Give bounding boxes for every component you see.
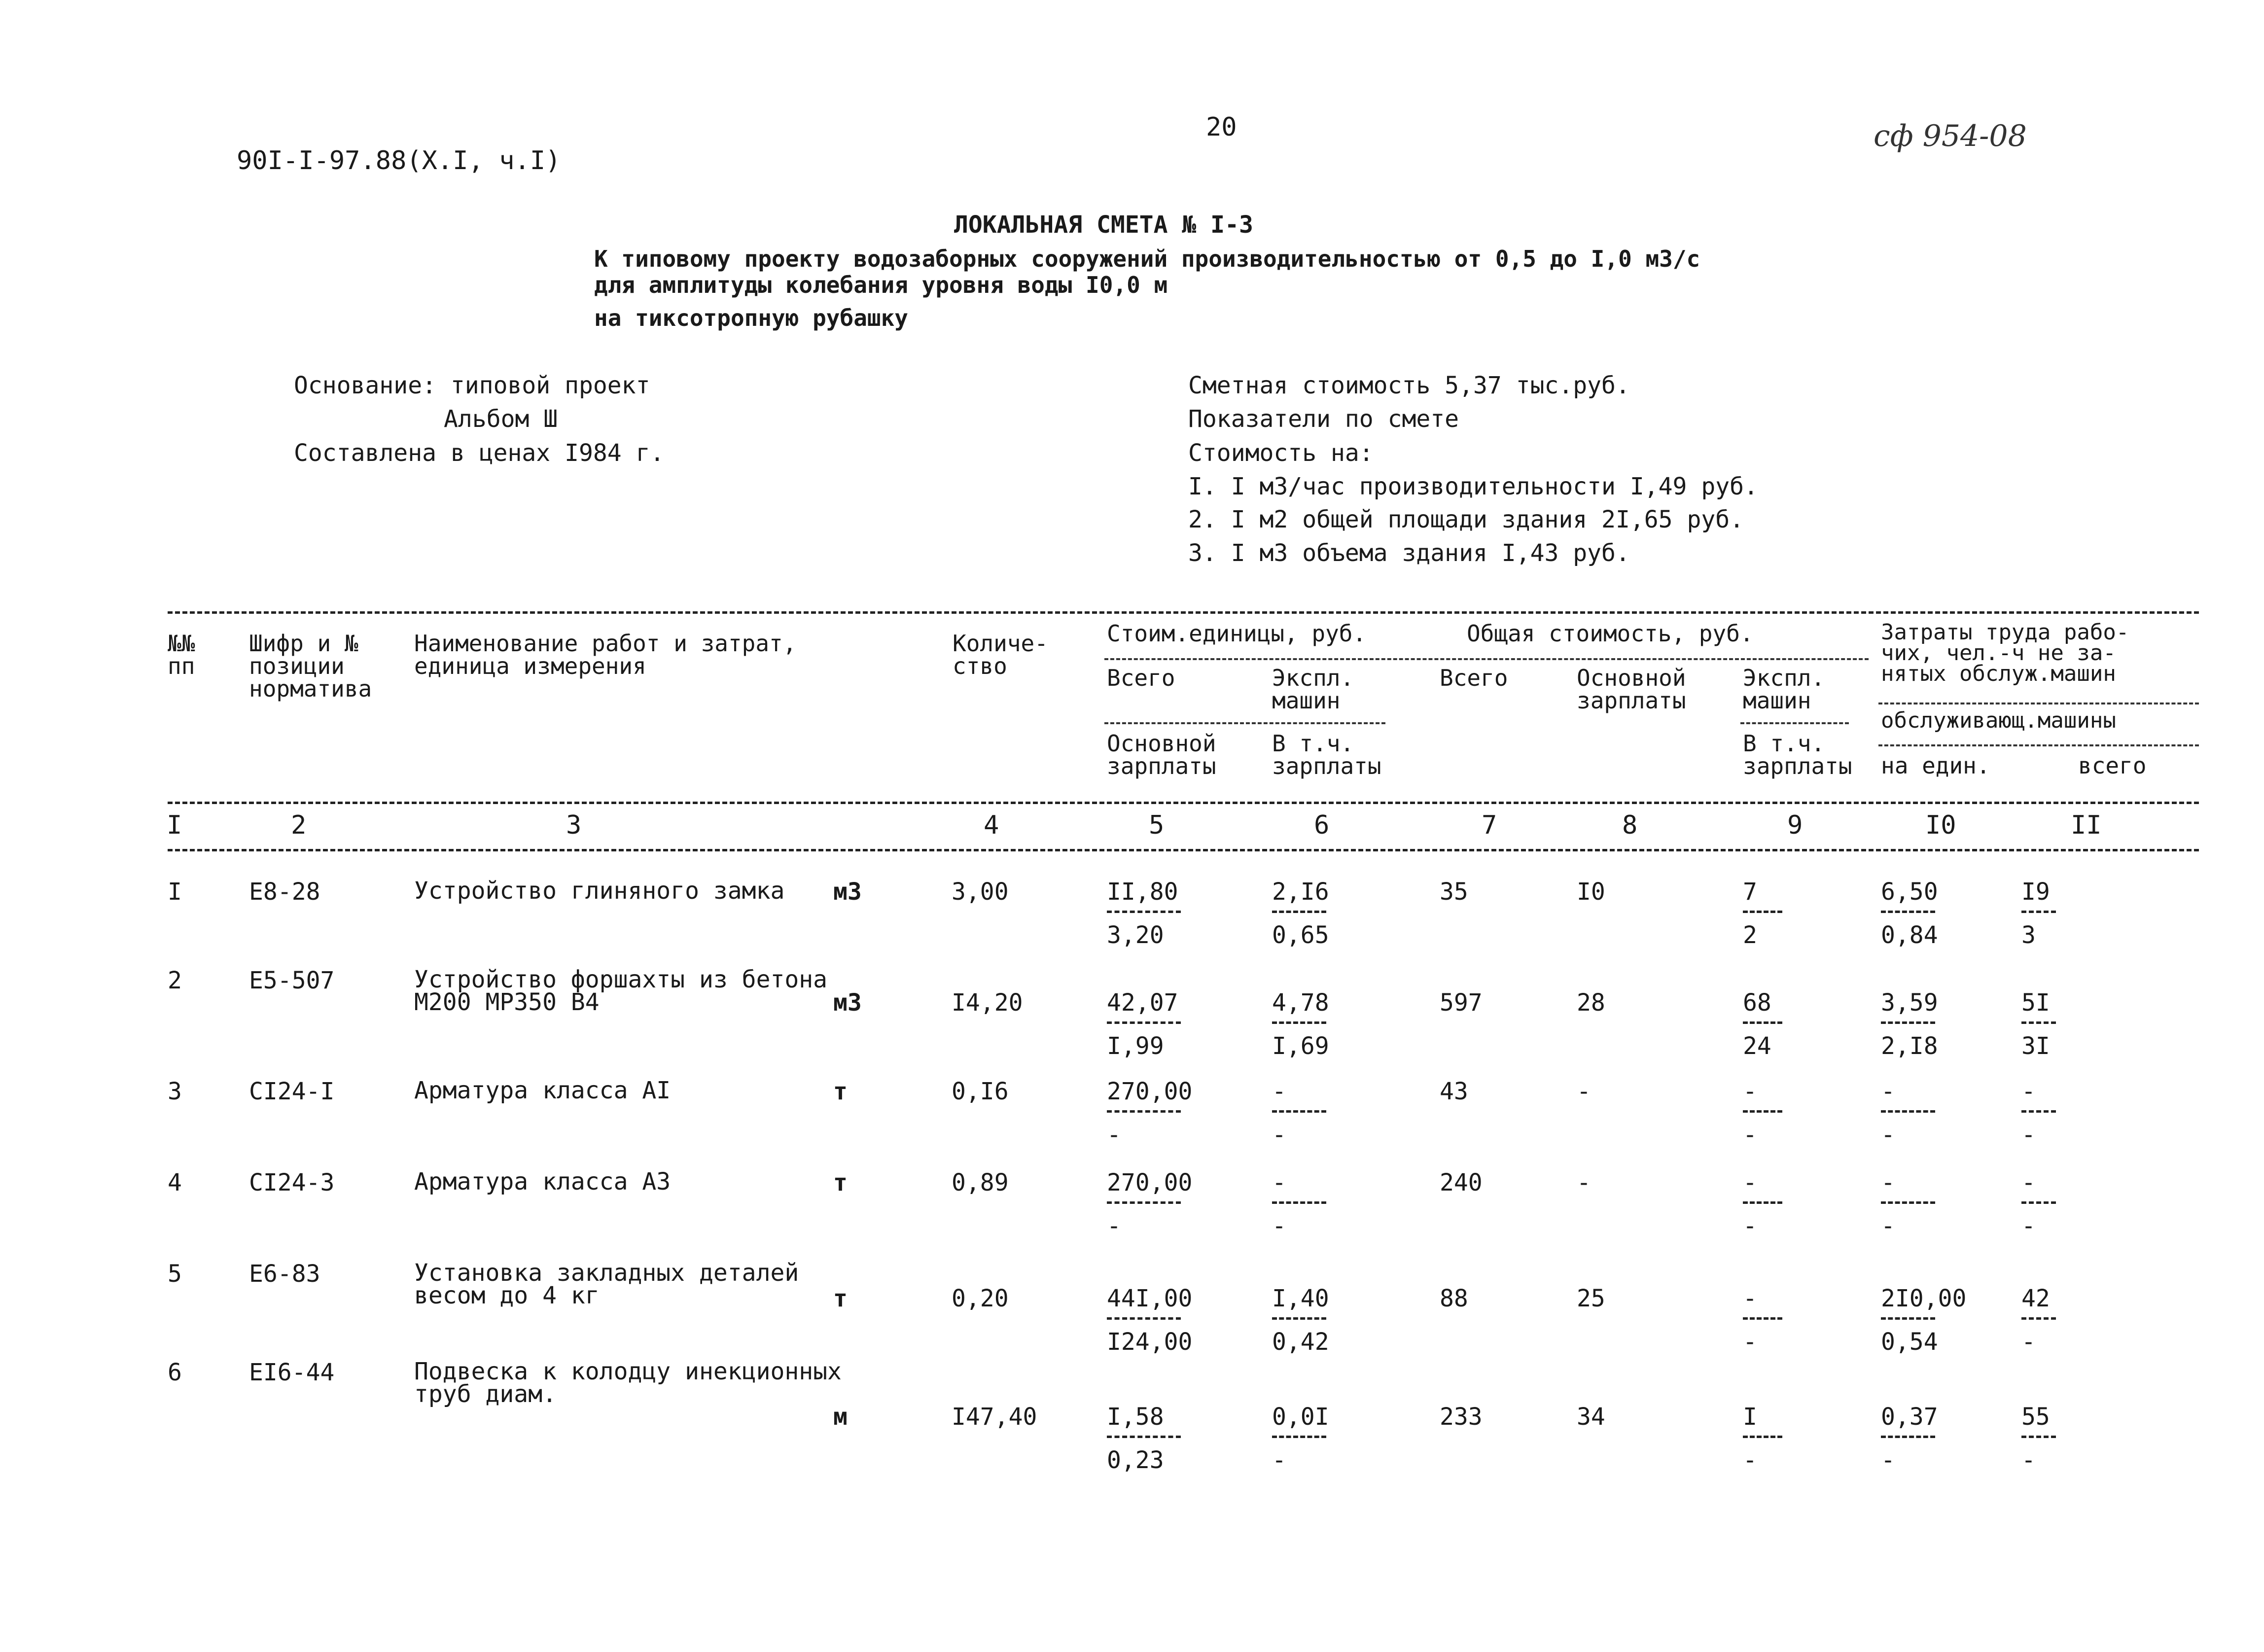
header-labor: Затраты труда рабо- чих, чел.-ч не за- нятых обслуж.машин	[1881, 620, 2129, 686]
fraction-rule	[1272, 1021, 1326, 1024]
row-total-wage: -	[1577, 1169, 1591, 1196]
row-labor-per-unit: -	[1881, 1078, 1895, 1105]
row-name: Арматура класса АI	[414, 1077, 671, 1104]
row-unit-incl-wage: -	[1272, 1446, 1286, 1474]
row-total-machines: 68	[1743, 989, 1771, 1017]
row-total-wage: 25	[1577, 1285, 1605, 1312]
row-number: 6	[168, 1359, 182, 1386]
fraction-rule	[1107, 911, 1181, 913]
column-number: 3	[566, 810, 582, 840]
row-number: 5	[168, 1260, 182, 1288]
row-unit-wage: -	[1107, 1121, 1121, 1149]
header-labor-total: всего	[2078, 752, 2147, 779]
row-total-machines: -	[1743, 1169, 1757, 1196]
fraction-rule	[2021, 1436, 2056, 1438]
estimate-title: ЛОКАЛЬНАЯ СМЕТА № I-3	[954, 211, 1253, 239]
estimate-line-3: Стоимость на:	[1188, 439, 1374, 467]
header-unit-total: Всего	[1107, 665, 1175, 691]
row-total-incl-wage: -	[1743, 1446, 1757, 1474]
row-unit-total: 270,00	[1107, 1169, 1193, 1196]
estimate-line-4: I. I м3/час производительности I,49 руб.	[1188, 473, 1758, 500]
column-number: I	[167, 810, 182, 840]
row-labor-machines-per-unit: -	[1881, 1121, 1895, 1149]
fraction-rule	[1107, 1201, 1181, 1204]
row-name: Арматура класса А3	[414, 1168, 671, 1195]
row-unit: т	[833, 1285, 848, 1312]
subtitle-line-3: на тиксотропную рубашку	[594, 305, 908, 331]
row-total-wage: -	[1577, 1078, 1591, 1105]
row-total-all: 240	[1440, 1169, 1483, 1196]
header-bottom-rule	[168, 802, 2199, 804]
row-unit-wage: I24,00	[1107, 1328, 1193, 1356]
row-quantity: 3,00	[952, 878, 1009, 906]
unit-sub-rule	[1104, 722, 1385, 724]
subtitle-line-2: для амплитуды колебания уровня воды I0,0 м	[594, 272, 1168, 298]
basis-line-2: Альбом Ш	[444, 405, 558, 433]
row-total-wage: 28	[1577, 989, 1605, 1017]
unit-cost-rule	[1104, 658, 1869, 660]
header-total-all: Всего	[1440, 665, 1508, 691]
header-col-name: Наименование работ и затрат, единица измерения	[414, 630, 797, 679]
row-code: ЕI6-44	[249, 1359, 335, 1386]
row-labor-machines-per-unit: -	[1881, 1446, 1895, 1474]
row-unit: м3	[833, 989, 862, 1017]
row-unit-machines: 2,I6	[1272, 878, 1329, 906]
header-col-code: Шифр и № позиции норматива	[249, 630, 372, 702]
page-number: 20	[1206, 112, 1237, 142]
row-quantity: I4,20	[952, 989, 1023, 1017]
row-quantity: 0,89	[952, 1169, 1009, 1196]
row-name: Подвеска к колодцу инекционных труб диам.	[414, 1358, 842, 1408]
header-total-machines: Экспл. машин	[1743, 665, 1825, 714]
row-number: 3	[168, 1078, 182, 1105]
column-number: 9	[1787, 810, 1803, 840]
fraction-rule	[1272, 1110, 1326, 1113]
row-total-machines: -	[1743, 1078, 1757, 1105]
header-unit-incl-wage: В т.ч. зарплаты	[1272, 730, 1381, 779]
row-total-incl-wage: -	[1743, 1212, 1757, 1240]
header-col-number: №№ пп	[168, 630, 195, 679]
header-labor-per-unit: на един.	[1881, 752, 1990, 779]
fraction-rule	[2021, 1201, 2056, 1204]
row-labor-machines-per-unit: 0,84	[1881, 921, 1938, 949]
row-unit-total: 42,07	[1107, 989, 1178, 1017]
row-unit-incl-wage: -	[1272, 1121, 1286, 1149]
header-labor-machines: обслуживающ.машины	[1881, 708, 2116, 733]
row-total-all: 88	[1440, 1285, 1468, 1312]
row-labor-per-unit: 3,59	[1881, 989, 1938, 1017]
row-unit-machines: -	[1272, 1169, 1286, 1196]
document-code: 90I-I-97.88(X.I, ч.I)	[237, 146, 561, 176]
labor-rule-1	[1878, 703, 2199, 704]
row-code: СI24-3	[249, 1169, 335, 1196]
row-total-incl-wage: -	[1743, 1328, 1757, 1356]
estimate-line-1: Сметная стоимость 5,37 тыс.руб.	[1188, 372, 1630, 399]
column-number: 5	[1149, 810, 1165, 840]
row-labor-machines-per-unit: 0,54	[1881, 1328, 1938, 1356]
row-labor-total: -	[2021, 1078, 2036, 1105]
column-number: 6	[1314, 810, 1330, 840]
row-number: I	[168, 878, 182, 906]
row-labor-machines-total: 3	[2021, 921, 2036, 949]
subtitle-line-1: К типовому проекту водозаборных сооружений производительностью от 0,5 до I,0 м3/с	[594, 246, 1700, 272]
row-unit-machines: -	[1272, 1078, 1286, 1105]
basis-line-3: Составлена в ценах I984 г.	[294, 439, 665, 467]
estimate-line-2: Показатели по смете	[1188, 405, 1459, 433]
basis-line-1: Основание: типовой проект	[294, 372, 650, 399]
estimate-line-5: 2. I м2 общей площади здания 2I,65 руб.	[1188, 506, 1744, 533]
row-quantity: 0,20	[952, 1285, 1009, 1312]
row-unit-machines: 4,78	[1272, 989, 1329, 1017]
header-unit-cost: Стоим.единицы, руб.	[1107, 620, 1367, 647]
row-unit-machines: I,40	[1272, 1285, 1329, 1312]
row-total-all: 233	[1440, 1403, 1483, 1431]
row-labor-machines-per-unit: -	[1881, 1212, 1895, 1240]
header-total-wage: Основной зарплаты	[1577, 665, 1686, 714]
column-number: 8	[1622, 810, 1638, 840]
column-number: 4	[984, 810, 999, 840]
row-unit-total: I,58	[1107, 1403, 1164, 1431]
row-total-all: 35	[1440, 878, 1468, 906]
fraction-rule	[1743, 1110, 1782, 1113]
row-labor-per-unit: 0,37	[1881, 1403, 1938, 1431]
fraction-rule	[1881, 911, 1935, 913]
labor-rule-2	[1878, 744, 2199, 746]
table-top-rule	[168, 611, 2199, 614]
row-unit-incl-wage: -	[1272, 1212, 1286, 1240]
row-labor-per-unit: 6,50	[1881, 878, 1938, 906]
row-unit: т	[833, 1169, 848, 1196]
fraction-rule	[1107, 1021, 1181, 1024]
row-code: Е5-507	[249, 967, 335, 994]
row-labor-machines-total: -	[2021, 1121, 2036, 1149]
fraction-rule	[1272, 1201, 1326, 1204]
fraction-rule	[1272, 911, 1326, 913]
row-quantity: I47,40	[952, 1403, 1037, 1431]
row-labor-machines-per-unit: 2,I8	[1881, 1032, 1938, 1060]
column-number: 7	[1482, 810, 1497, 840]
row-labor-machines-total: -	[2021, 1446, 2036, 1474]
estimate-line-6: 3. I м3 объема здания I,43 руб.	[1188, 539, 1630, 567]
row-labor-total: 55	[2021, 1403, 2050, 1431]
row-number: 2	[168, 967, 182, 994]
row-name: Установка закладных деталей весом до 4 кг	[414, 1259, 799, 1309]
fraction-rule	[1881, 1436, 1935, 1438]
row-labor-machines-total: -	[2021, 1212, 2036, 1240]
row-name: Устройство форшахты из бетона М200 МР350 В4	[414, 966, 828, 1016]
row-labor-total: 5I	[2021, 989, 2050, 1017]
fraction-rule	[1743, 1021, 1782, 1024]
fraction-rule	[1743, 1436, 1782, 1438]
row-labor-total: -	[2021, 1169, 2036, 1196]
row-unit-total: 44I,00	[1107, 1285, 1193, 1312]
row-total-machines: -	[1743, 1285, 1757, 1312]
fraction-rule	[2021, 1317, 2056, 1320]
header-unit-wage: Основной зарплаты	[1107, 730, 1216, 779]
fraction-rule	[1272, 1436, 1326, 1438]
row-labor-per-unit: -	[1881, 1169, 1895, 1196]
handwritten-note: сф 954-08	[1874, 119, 2027, 153]
row-number: 4	[168, 1169, 182, 1196]
row-unit-machines: 0,0I	[1272, 1403, 1329, 1431]
row-unit-wage: 3,20	[1107, 921, 1164, 949]
fraction-rule	[1881, 1201, 1935, 1204]
fraction-rule	[1881, 1110, 1935, 1113]
column-number: I0	[1925, 810, 1956, 840]
column-number: 2	[291, 810, 307, 840]
row-total-wage: I0	[1577, 878, 1605, 906]
row-labor-machines-total: 3I	[2021, 1032, 2050, 1060]
row-code: СI24-I	[249, 1078, 335, 1105]
row-quantity: 0,I6	[952, 1078, 1009, 1105]
header-unit-machines: Экспл. машин	[1272, 665, 1354, 714]
row-labor-total: I9	[2021, 878, 2050, 906]
fraction-rule	[2021, 911, 2056, 913]
row-total-incl-wage: 24	[1743, 1032, 1771, 1060]
row-total-machines: 7	[1743, 878, 1757, 906]
row-unit-wage: I,99	[1107, 1032, 1164, 1060]
column-number: II	[2071, 810, 2102, 840]
row-labor-total: 42	[2021, 1285, 2050, 1312]
row-unit-incl-wage: 0,42	[1272, 1328, 1329, 1356]
fraction-rule	[1107, 1317, 1181, 1320]
row-labor-per-unit: 2I0,00	[1881, 1285, 1967, 1312]
row-total-wage: 34	[1577, 1403, 1605, 1431]
fraction-rule	[1272, 1317, 1326, 1320]
row-unit-wage: -	[1107, 1212, 1121, 1240]
row-total-all: 43	[1440, 1078, 1468, 1105]
row-total-incl-wage: 2	[1743, 921, 1757, 949]
fraction-rule	[2021, 1021, 2056, 1024]
row-unit-incl-wage: I,69	[1272, 1032, 1329, 1060]
fraction-rule	[1881, 1317, 1935, 1320]
row-unit-total: 270,00	[1107, 1078, 1193, 1105]
fraction-rule	[1743, 1317, 1782, 1320]
header-total-cost: Общая стоимость, руб.	[1467, 620, 1754, 647]
fraction-rule	[1743, 1201, 1782, 1204]
column-numbers-rule	[168, 849, 2199, 851]
machines-sub-rule	[1740, 722, 1849, 724]
fraction-rule	[1743, 911, 1782, 913]
row-unit-incl-wage: 0,65	[1272, 921, 1329, 949]
row-unit-total: II,80	[1107, 878, 1178, 906]
fraction-rule	[1107, 1436, 1181, 1438]
row-total-incl-wage: -	[1743, 1121, 1757, 1149]
fraction-rule	[1107, 1110, 1181, 1113]
row-unit-wage: 0,23	[1107, 1446, 1164, 1474]
fraction-rule	[1881, 1021, 1935, 1024]
row-unit: м	[833, 1403, 848, 1431]
row-unit: м3	[833, 878, 862, 906]
row-total-machines: I	[1743, 1403, 1757, 1431]
row-code: Е8-28	[249, 878, 320, 906]
row-code: Е6-83	[249, 1260, 320, 1288]
header-col-quantity: Количе- ство	[953, 630, 1048, 679]
row-total-all: 597	[1440, 989, 1483, 1017]
header-total-incl-wage: В т.ч. зарплаты	[1743, 730, 1852, 779]
fraction-rule	[2021, 1110, 2056, 1113]
row-labor-machines-total: -	[2021, 1328, 2036, 1356]
row-unit: т	[833, 1078, 848, 1105]
row-name: Устройство глиняного замка	[414, 877, 785, 905]
